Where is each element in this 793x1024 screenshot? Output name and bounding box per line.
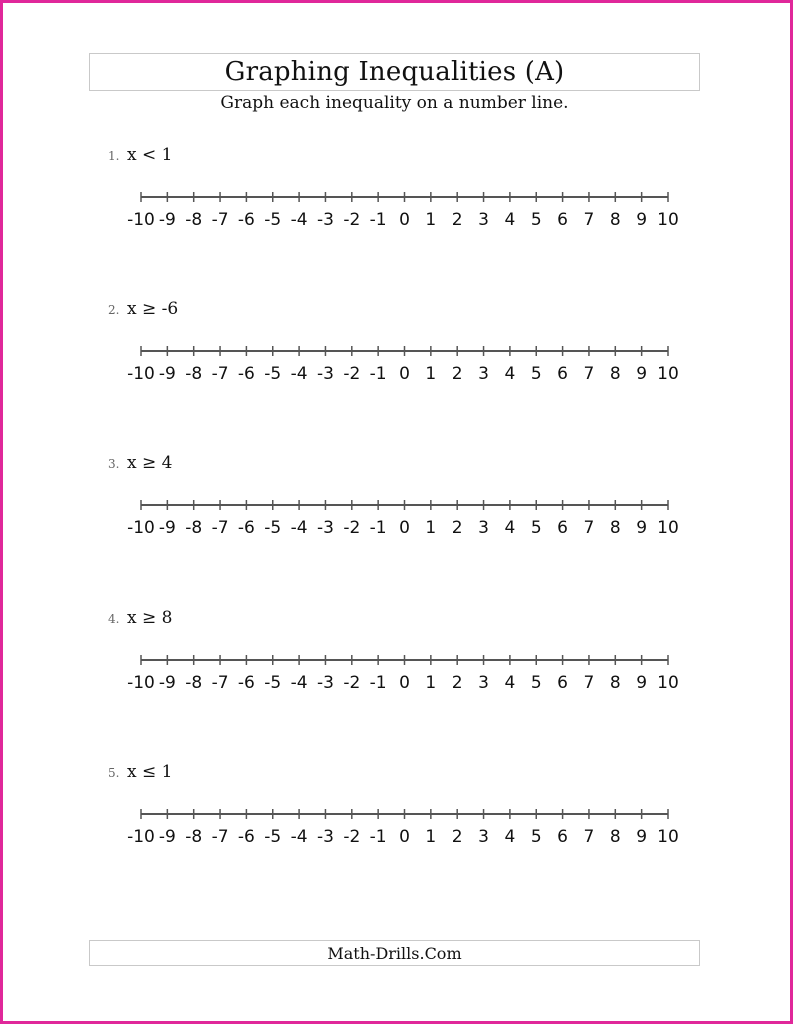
number-line-tick-label: -1 [369, 210, 387, 230]
number-line-tick-label: 5 [530, 673, 542, 693]
number-line-tick-label: 0 [399, 364, 410, 384]
number-line-tick-label: -10 [127, 364, 155, 384]
number-line-tick-label: 9 [636, 210, 648, 230]
number-line-tick-label: 2 [451, 518, 463, 538]
number-line-tick-label: 0 [399, 210, 410, 230]
number-line-tick-label: -10 [127, 673, 155, 693]
number-line-tick-label: 3 [478, 518, 489, 538]
number-line-tick-label: -5 [264, 364, 282, 384]
number-line[interactable] [108, 794, 688, 854]
problem-expression: x ≤ 1 [127, 762, 173, 782]
number-line-tick-label: -6 [237, 827, 255, 847]
problem-2 [108, 301, 708, 391]
number-line-tick-label: -10 [127, 827, 155, 847]
number-line-tick-label: -8 [185, 827, 203, 847]
problem-expression: x ≥ 8 [127, 608, 173, 628]
number-line-tick-label: -8 [185, 364, 203, 384]
number-line[interactable] [108, 485, 688, 545]
number-line-tick-label: 10 [657, 210, 679, 230]
number-line-tick-label: 1 [425, 827, 437, 847]
number-line-tick-label: 1 [425, 673, 437, 693]
number-line-tick-label: 2 [451, 673, 463, 693]
number-line-tick-label: -8 [185, 210, 203, 230]
number-line-tick-label: -5 [264, 673, 282, 693]
problem-expression: x < 1 [127, 145, 173, 165]
number-line-tick-label: -4 [290, 673, 308, 693]
number-line-tick-label: -10 [127, 518, 155, 538]
number-line-tick-label: 6 [557, 518, 569, 538]
number-line-tick-label: -2 [343, 673, 361, 693]
footer-site-name: Math-Drills.Com [327, 943, 462, 963]
number-line-tick-label: 8 [609, 673, 621, 693]
number-line-tick-label: -7 [211, 518, 229, 538]
number-line-tick-label: 8 [609, 364, 621, 384]
number-line[interactable] [108, 177, 688, 237]
number-line-tick-label: 7 [583, 364, 595, 384]
number-line-tick-label: 5 [530, 210, 542, 230]
number-line-tick-label: 1 [425, 210, 437, 230]
number-line-tick-label: -3 [316, 210, 334, 230]
number-line-tick-label: -3 [316, 673, 334, 693]
number-line-tick-label: -4 [290, 518, 308, 538]
problem-number: 2. [108, 303, 120, 317]
number-line-tick-label: 4 [504, 827, 516, 847]
number-line-tick-label: 5 [530, 827, 542, 847]
number-line-tick-label: 1 [425, 518, 437, 538]
number-line-tick-label: 3 [478, 210, 489, 230]
number-line-tick-label: -8 [185, 518, 203, 538]
number-line[interactable] [108, 640, 688, 700]
number-line-tick-label: -1 [369, 518, 387, 538]
number-line-tick-label: -5 [264, 827, 282, 847]
number-line-tick-label: 9 [636, 364, 648, 384]
number-line-tick-label: 6 [557, 364, 569, 384]
number-line-tick-label: 4 [504, 673, 516, 693]
number-line-tick-label: 2 [451, 364, 463, 384]
number-line-tick-label: 9 [636, 518, 648, 538]
number-line-tick-label: -3 [316, 518, 334, 538]
number-line[interactable] [108, 331, 688, 391]
number-line-tick-label: -2 [343, 210, 361, 230]
title-box [89, 53, 700, 91]
number-line-tick-label: 5 [530, 364, 542, 384]
number-line-tick-label: -5 [264, 210, 282, 230]
number-line-tick-label: -7 [211, 364, 229, 384]
number-line-tick-label: -1 [369, 827, 387, 847]
number-line-tick-label: 6 [557, 210, 569, 230]
footer-box [89, 940, 700, 966]
number-line-tick-label: 7 [583, 210, 595, 230]
number-line-tick-label: 7 [583, 518, 595, 538]
number-line-tick-label: 3 [478, 364, 489, 384]
problem-4 [108, 610, 708, 700]
number-line-tick-label: 8 [609, 518, 621, 538]
number-line-tick-label: -4 [290, 364, 308, 384]
number-line-tick-label: 7 [583, 673, 595, 693]
number-line-tick-label: -6 [237, 673, 255, 693]
number-line-tick-label: 5 [530, 518, 542, 538]
number-line-tick-label: -9 [158, 673, 176, 693]
number-line-tick-label: 4 [504, 518, 516, 538]
problem-number: 3. [108, 457, 120, 471]
number-line-tick-label: 0 [399, 518, 410, 538]
number-line-tick-label: -10 [127, 210, 155, 230]
number-line-tick-label: 0 [399, 827, 410, 847]
number-line-tick-label: 6 [557, 827, 569, 847]
number-line-tick-label: 7 [583, 827, 595, 847]
problem-5 [108, 764, 708, 854]
number-line-tick-label: -9 [158, 210, 176, 230]
number-line-tick-label: 8 [609, 827, 621, 847]
number-line-tick-label: -8 [185, 673, 203, 693]
number-line-tick-label: 6 [557, 673, 569, 693]
number-line-tick-label: -5 [264, 518, 282, 538]
number-line-tick-label: 9 [636, 673, 648, 693]
number-line-tick-label: 10 [657, 364, 679, 384]
number-line-tick-label: -3 [316, 827, 334, 847]
number-line-tick-label: -6 [237, 210, 255, 230]
number-line-tick-label: -7 [211, 210, 229, 230]
number-line-tick-label: -2 [343, 827, 361, 847]
number-line-tick-label: -9 [158, 364, 176, 384]
problem-3 [108, 455, 708, 545]
number-line-tick-label: -4 [290, 210, 308, 230]
number-line-tick-label: 10 [657, 673, 679, 693]
problem-expression: x ≥ -6 [127, 299, 179, 319]
number-line-tick-label: -6 [237, 364, 255, 384]
number-line-tick-label: 2 [451, 210, 463, 230]
number-line-tick-label: 8 [609, 210, 621, 230]
problem-number: 1. [108, 149, 120, 163]
problem-1 [108, 147, 708, 237]
instructions: Graph each inequality on a number line. [220, 93, 569, 113]
problem-number: 4. [108, 612, 120, 626]
number-line-tick-label: -6 [237, 518, 255, 538]
number-line-tick-label: 1 [425, 364, 437, 384]
number-line-tick-label: -3 [316, 364, 334, 384]
number-line-tick-label: 2 [451, 827, 463, 847]
number-line-tick-label: -7 [211, 673, 229, 693]
number-line-tick-label: -4 [290, 827, 308, 847]
number-line-tick-label: 10 [657, 827, 679, 847]
number-line-tick-label: 3 [478, 827, 489, 847]
number-line-tick-label: 0 [399, 673, 410, 693]
number-line-tick-label: -1 [369, 673, 387, 693]
number-line-tick-label: -9 [158, 518, 176, 538]
problem-expression: x ≥ 4 [127, 453, 173, 473]
number-line-tick-label: -2 [343, 518, 361, 538]
number-line-tick-label: -2 [343, 364, 361, 384]
number-line-tick-label: 4 [504, 364, 516, 384]
page-title: Graphing Inequalities (A) [224, 57, 565, 87]
number-line-tick-label: -1 [369, 364, 387, 384]
number-line-tick-label: 4 [504, 210, 516, 230]
number-line-tick-label: 9 [636, 827, 648, 847]
number-line-tick-label: -9 [158, 827, 176, 847]
problem-number: 5. [108, 766, 120, 780]
number-line-tick-label: 10 [657, 518, 679, 538]
number-line-tick-label: 3 [478, 673, 489, 693]
number-line-tick-label: -7 [211, 827, 229, 847]
